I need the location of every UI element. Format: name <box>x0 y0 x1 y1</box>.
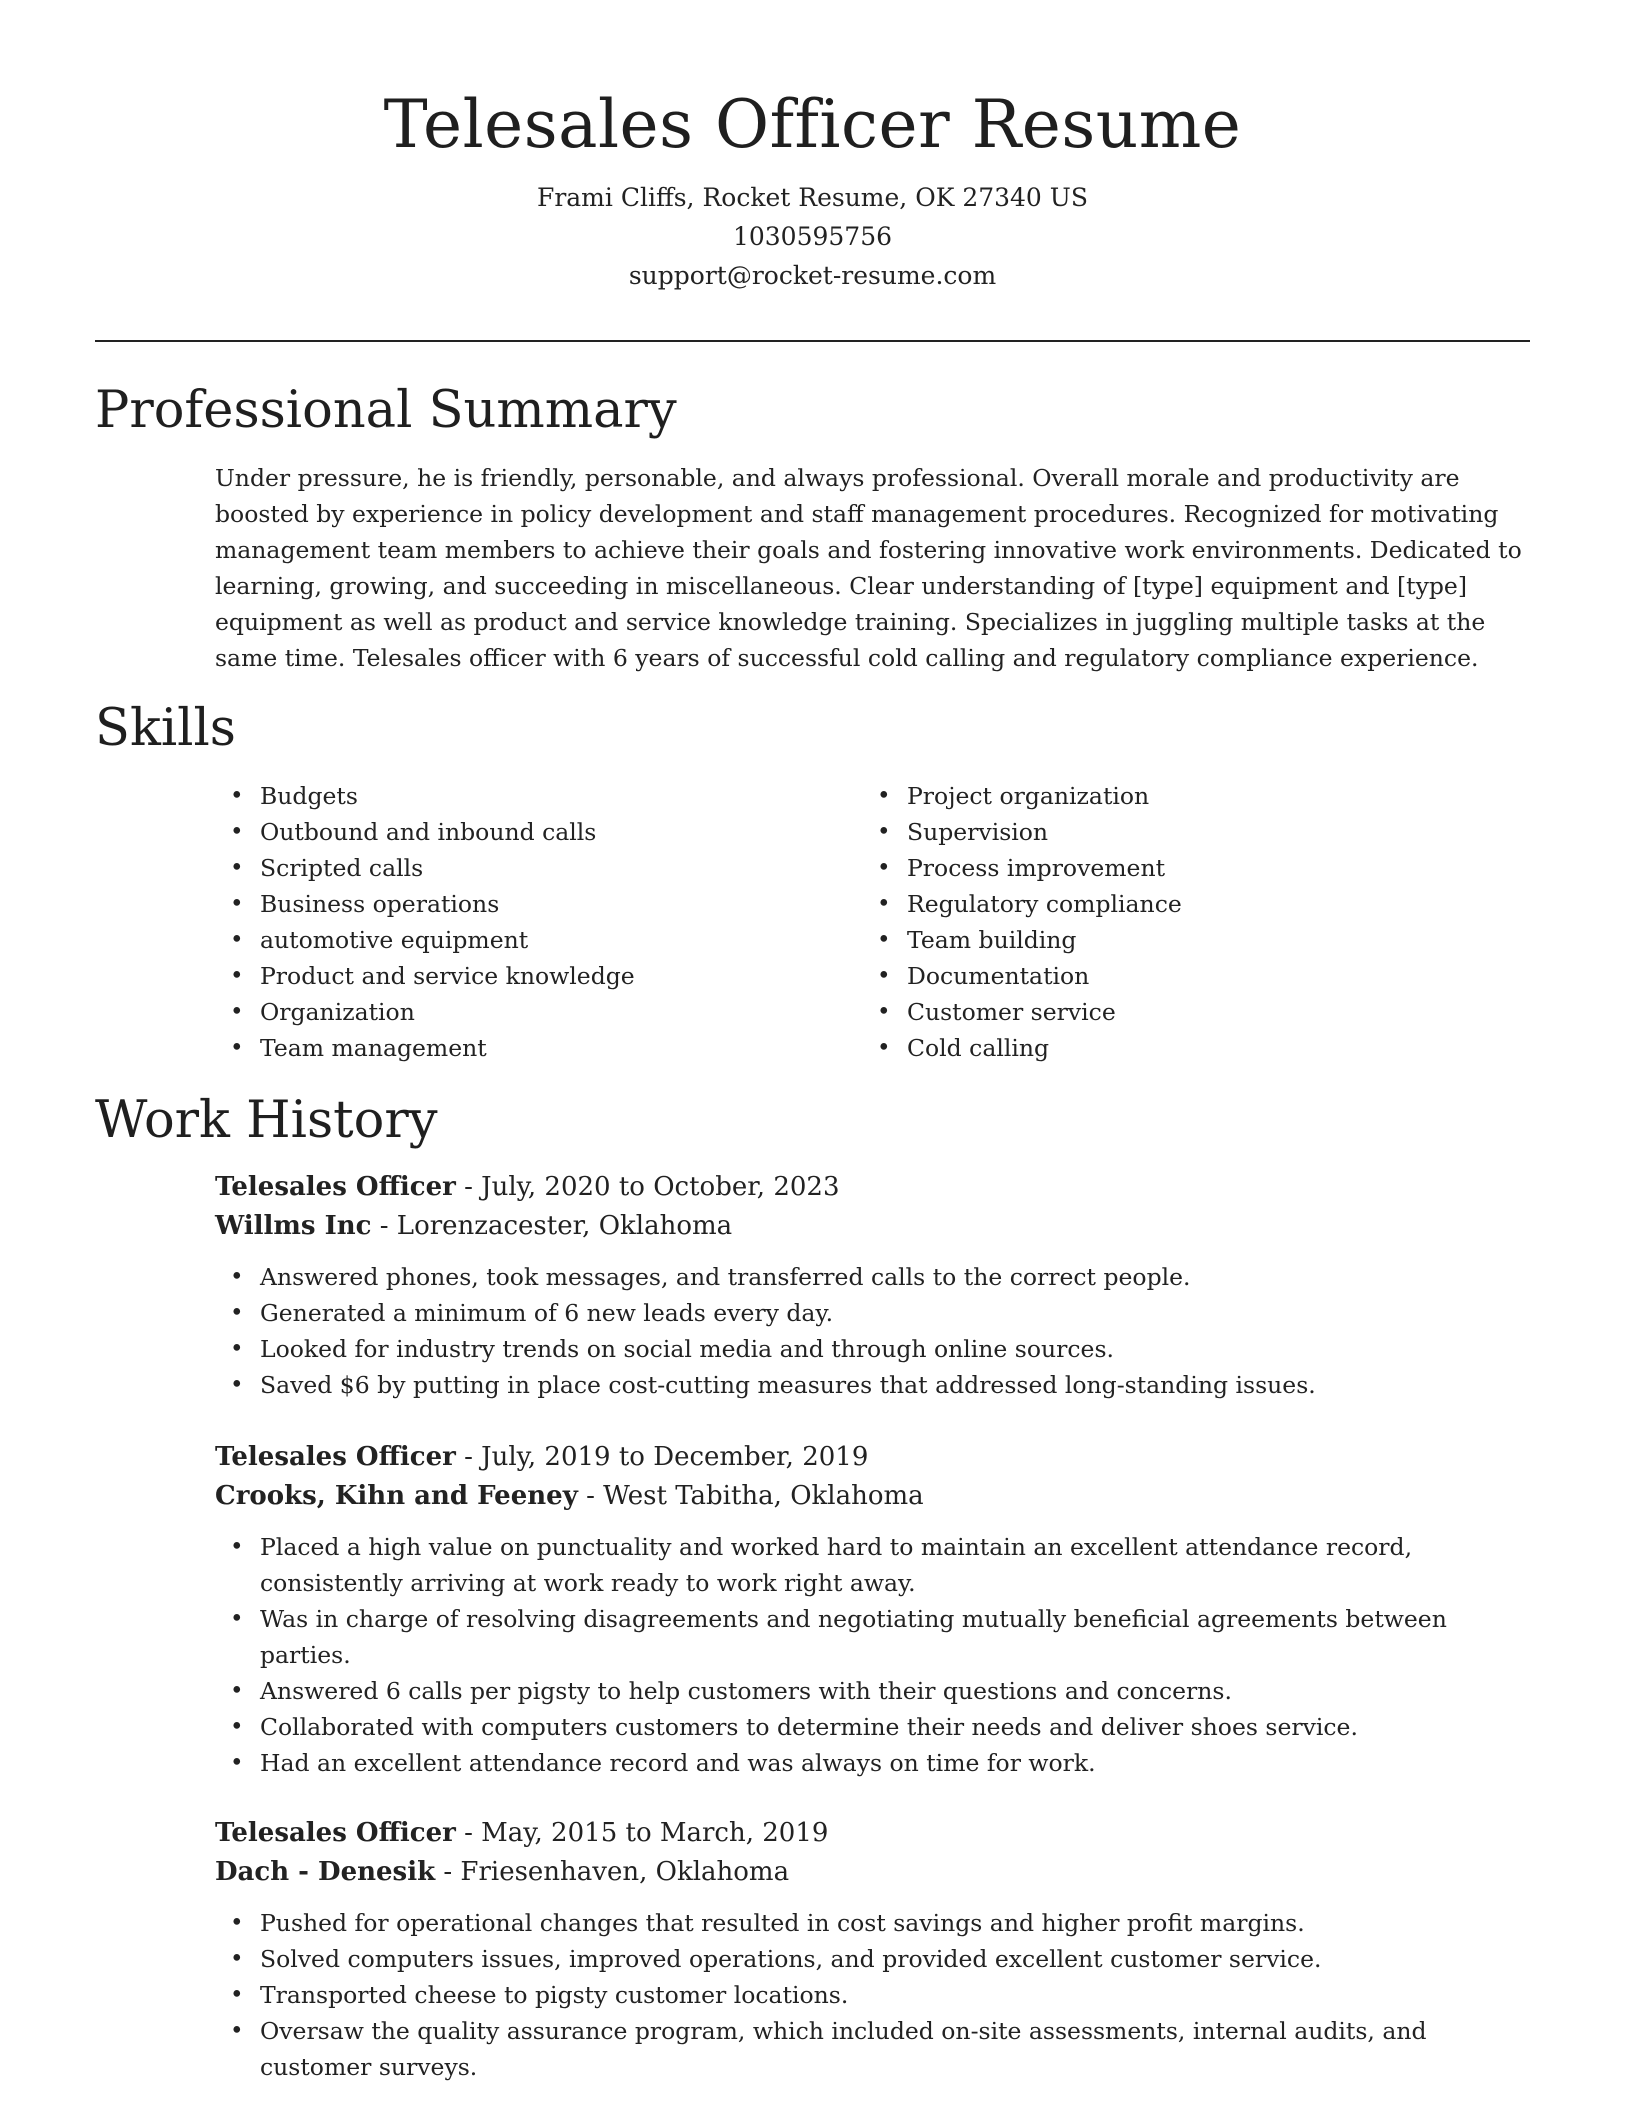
skill-item: • Scripted calls <box>215 850 815 886</box>
skill-item: • Budgets <box>215 778 815 814</box>
job-company: Dach - Denesik <box>215 1857 436 1887</box>
job-duty: • Was in charge of resolving disagreements and negotiating mutually beneficial agreements between parties. <box>215 1601 1535 1673</box>
job-location: - Friesenhaven, Oklahoma <box>435 1857 790 1887</box>
job-dates: - July, 2020 to October, 2023 <box>455 1172 840 1202</box>
job-title: Telesales Officer <box>215 1818 456 1848</box>
job-duty: • Generated a minimum of 6 new leads every day. <box>215 1295 1535 1331</box>
job-title: Telesales Officer <box>215 1172 456 1202</box>
job-company: Crooks, Kihn and Feeney <box>215 1481 578 1511</box>
job-duties-list <box>215 1259 1535 1403</box>
skill-item: • Team building <box>862 922 1462 958</box>
skill-item: • Regulatory compliance <box>862 886 1462 922</box>
skill-item: • Process improvement <box>862 850 1462 886</box>
contact-address: Frami Cliffs, Rocket Resume, OK 27340 US <box>536 183 1088 212</box>
job-entry <box>215 1814 1535 2085</box>
skill-item: • Product and service knowledge <box>215 958 815 994</box>
resume-title: Telesales Officer Resume <box>383 86 1242 163</box>
job-duty: • Collaborated with computers customers to determine their needs and deliver shoes service. <box>215 1709 1535 1745</box>
header-divider <box>95 340 1530 342</box>
job-dates: - May, 2015 to March, 2019 <box>455 1818 829 1848</box>
skill-item: • Customer service <box>862 994 1462 1030</box>
skill-item: • Outbound and inbound calls <box>215 814 815 850</box>
job-duty: • Looked for industry trends on social media and through online sources. <box>215 1331 1535 1367</box>
skill-item: • Supervision <box>862 814 1462 850</box>
job-title-line <box>215 1438 1535 1477</box>
job-company-line <box>215 1207 1535 1246</box>
skill-item: • automotive equipment <box>215 922 815 958</box>
skill-item: • Cold calling <box>862 1030 1462 1066</box>
job-dates: - July, 2019 to December, 2019 <box>455 1442 869 1472</box>
contact-email: support@rocket-resume.com <box>628 261 997 290</box>
job-duties-list <box>215 1905 1535 2085</box>
skills-list-right <box>862 778 1462 1066</box>
job-location: - West Tabitha, Oklahoma <box>577 1481 924 1511</box>
job-duty: • Placed a high value on punctuality and worked hard to maintain an excellent attendance record, consistently arriving at work ready to work right away. <box>215 1529 1535 1601</box>
skills-list-left <box>215 778 815 1066</box>
job-duty: • Had an excellent attendance record and was always on time for work. <box>215 1745 1535 1781</box>
skill-item: • Project organization <box>862 778 1462 814</box>
job-title-line <box>215 1814 1535 1853</box>
job-duty: • Oversaw the quality assurance program, which included on-site assessments, internal audits, and customer surveys. <box>215 2013 1535 2085</box>
job-duty: • Saved $6 by putting in place cost-cutting measures that addressed long-standing issues. <box>215 1367 1535 1403</box>
job-duty: • Transported cheese to pigsty customer locations. <box>215 1977 1535 2013</box>
job-duties-list <box>215 1529 1535 1781</box>
job-duty: • Answered phones, took messages, and transferred calls to the correct people. <box>215 1259 1535 1295</box>
job-company-line <box>215 1477 1535 1516</box>
skill-item: • Organization <box>215 994 815 1030</box>
job-title: Telesales Officer <box>215 1442 456 1472</box>
job-duty: • Answered 6 calls per pigsty to help customers with their questions and concerns. <box>215 1673 1535 1709</box>
summary-heading: Professional Summary <box>95 381 677 440</box>
job-duty: • Solved computers issues, improved operations, and provided excellent customer service. <box>215 1941 1535 1977</box>
contact-phone: 1030595756 <box>732 222 893 251</box>
resume-header <box>95 84 1530 295</box>
contact-block <box>95 178 1530 295</box>
job-company-line <box>215 1853 1535 1892</box>
skill-item: • Team management <box>215 1030 815 1066</box>
skills-heading: Skills <box>95 699 236 758</box>
skill-item: • Business operations <box>215 886 815 922</box>
job-duty: • Pushed for operational changes that resulted in cost savings and higher profit margins. <box>215 1905 1535 1941</box>
job-title-line <box>215 1168 1535 1207</box>
skill-item: • Documentation <box>862 958 1462 994</box>
job-entry <box>215 1438 1535 1781</box>
job-entry <box>215 1168 1535 1403</box>
summary-text: Under pressure, he is friendly, personable, and always professional. Overall morale and productivity are boosted by experience in policy development and staff management procedures. Recognized for motivating management team members to achieve their goals and fostering innovative work environments. Dedicated to learning, growing, and succeeding in miscellaneous. Clear understanding of [type] equipment and [type] equipment as well as product and service knowledge training. Specializes in juggling multiple tasks at the same time. Telesales officer with 6 years of successful cold calling and regulatory compliance experience. <box>215 464 1522 672</box>
work-history-heading: Work History <box>95 1091 438 1150</box>
job-location: - Lorenzacester, Oklahoma <box>371 1211 733 1241</box>
job-company: Willms Inc <box>215 1211 372 1241</box>
